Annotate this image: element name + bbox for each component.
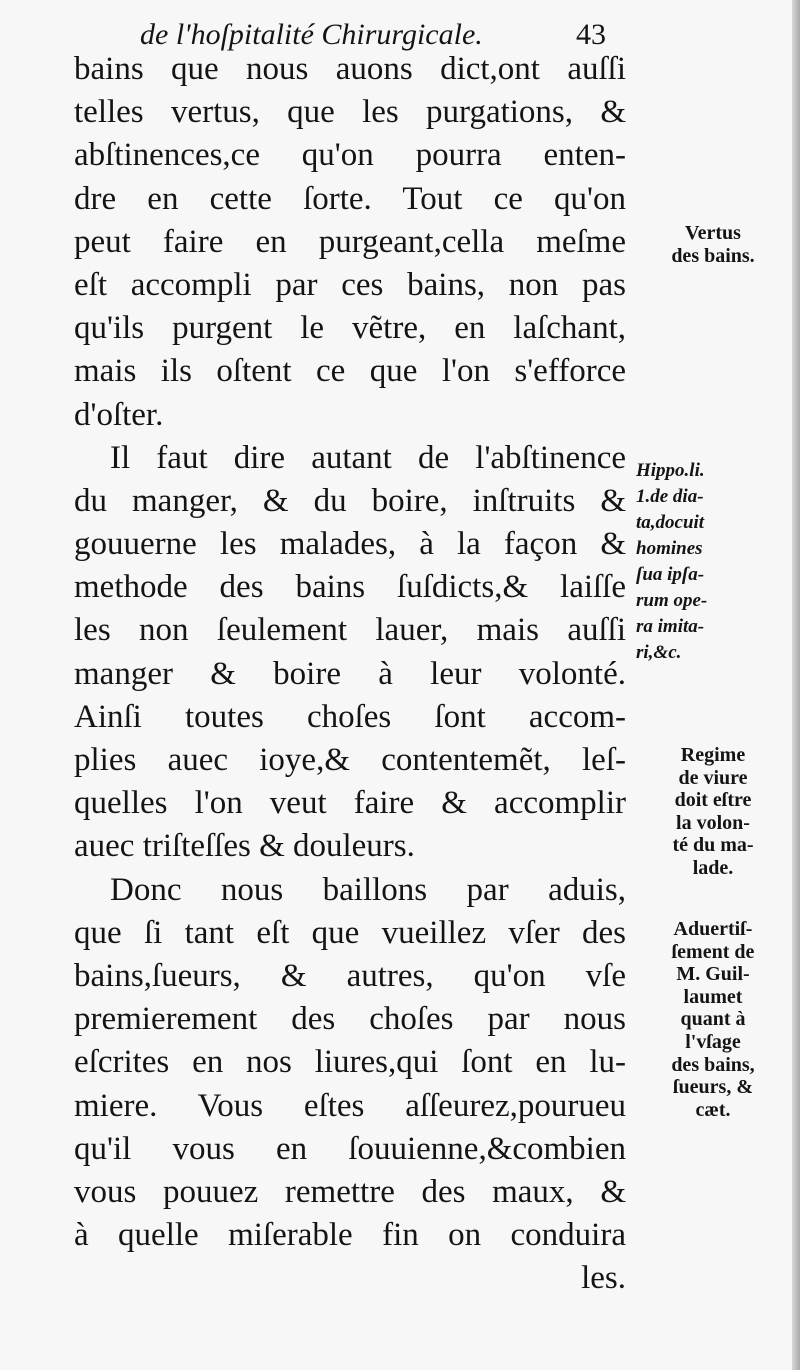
margin-note-regime: Regime de viure doit eſtre la volon- té du ma- lade.: [672, 744, 754, 879]
text-line: premierement des choſes par nous: [74, 1001, 626, 1038]
text-line: eſcrites en nos liures,qui ſont en lu-: [74, 1044, 626, 1081]
margin-note-hippocrates: Hippo.li. 1.de dia- ta,docuit homines ſua ipſa- rum ope- ra imita- ri,&c.: [636, 460, 708, 663]
page-number: 43: [576, 18, 606, 51]
main-text-block: [74, 48, 626, 1300]
margin-note-vertus: Vertus des bains.: [671, 222, 755, 267]
text-line: miere. Vous eſtes aſſeurez,pourueu: [74, 1087, 626, 1124]
running-title: de l'hoſpitalité Chirurgicale.: [140, 18, 483, 51]
text-line: qu'il vous en ſouuienne,&combien: [74, 1130, 626, 1167]
text-line: Il faut dire autant de l'abſtinence: [110, 439, 626, 476]
text-line: Ainſi toutes choſes ſont accom-: [74, 698, 626, 735]
text-line: bains,ſueurs, & autres, qu'on vſe: [74, 957, 626, 994]
text-line: peut faire en purgeant,cella meſme: [74, 223, 626, 260]
text-line: les non ſeulement lauer, mais auſſi: [74, 612, 626, 649]
text-line: d'oſter.: [74, 396, 164, 433]
text-line: auec triſteſſes & douleurs.: [74, 828, 415, 865]
text-line: gouuerne les malades, à la façon &: [74, 526, 626, 563]
text-line: Donc nous baillons par aduis,: [110, 871, 626, 908]
text-line: abſtinences,ce qu'on pourra enten-: [74, 137, 626, 174]
text-line: à quelle miſerable fin on conduira: [74, 1217, 626, 1254]
text-line: bains que nous auons dict,ont auſſi: [74, 51, 626, 87]
catchword: les.: [581, 1260, 626, 1297]
text-line: vous pouuez remettre des maux, &: [74, 1173, 626, 1210]
text-line: methode des bains ſuſdicts,& laiſſe: [74, 569, 626, 606]
text-line: mais ils oſtent ce que l'on s'efforce: [74, 353, 626, 390]
text-line: telles vertus, que les purgations, &: [74, 94, 626, 131]
text-line: plies auec ioye,& contentemẽt, leſ-: [74, 742, 626, 778]
text-line: du manger, & du boire, inſtruits &: [74, 482, 626, 519]
text-line: qu'ils purgent le vẽtre, en laſchant,: [74, 310, 626, 347]
text-line: eſt accompli par ces bains, non pas: [74, 266, 626, 303]
text-line: manger & boire à leur volonté.: [74, 655, 626, 692]
margin-note-aduertissement: Aduertiſ- ſement de M. Guil- laumet quant à l'vſage des bains, ſueurs, & cæt.: [671, 918, 755, 1121]
text-line: que ſi tant eſt que vueillez vſer des: [74, 914, 626, 951]
text-line: quelles l'on veut faire & accomplir: [74, 785, 626, 822]
text-line: dre en cette ſorte. Tout ce qu'on: [74, 180, 626, 217]
